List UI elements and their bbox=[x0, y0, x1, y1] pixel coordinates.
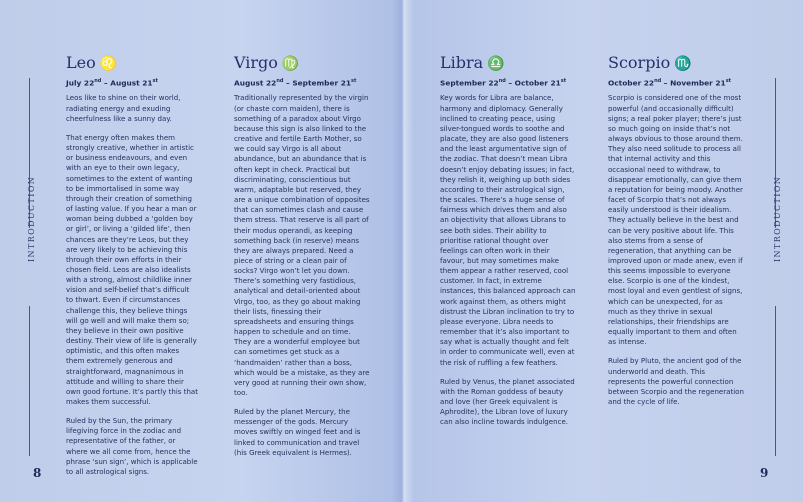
sign-name: Virgo bbox=[234, 53, 278, 72]
paragraph: That energy often makes them strongly creative, whether in artistic or business endeavours, and even with an eye to their own legacy, sometimes to the extent of wanting to be immortalised in some way through their creation of something of lasting value. If you hear a man or woman being dubbed a ‘golden boy or girl’, or living a ‘gilded life’, then chances are they’re Leos, but they are very likely to be achieving this through their own efforts in their chosen field. Leos are also idealists with a strong, almost childlike inner vision and self-belief that’s difficult to thwart. Even if circumstances challenge this, they believe things will go well and will make them so; they believe in their own positive destiny. Their view of life is generally optimistic, and this often makes them extremely generous and straightforward, magnanimous in attitude and willing to share their own good fortune. It’s partly this that makes them successful. bbox=[66, 132, 199, 406]
page-number-right: 9 bbox=[760, 466, 769, 480]
date-start-suffix: nd bbox=[498, 78, 506, 84]
date-separator: – bbox=[505, 78, 515, 88]
paragraph: Ruled by the Sun, the primary lifegiving force in the zodiac and representative of the father, or where we all come from, hence the phrase ‘sun sign’, which is applicable to all astrological signs. bbox=[66, 416, 198, 476]
date-start: August 22 bbox=[234, 78, 277, 88]
sign-heading bbox=[66, 52, 198, 75]
libra-icon: ♎ bbox=[487, 56, 505, 72]
paragraph: Traditionally represented by the virgin (or chaste corn maiden), there is something of a paradox about Virgo because this sign is also linked to the creative and fertile Earth Mother, so we could say Virgo is all about abundance, but an abundance that is often kept in check. Practical but discriminating, conscientious but warm, adaptable but reserved, they are a unique combination of opposites that can sometimes clash and cause them stress. That reserve is all part of their modus operandi, as keeping something back (in reserve) means they are always prepared. Need a piece of string or a clean pair of socks? Virgo won’t let you down. There’s something very fastidious, analytical and detail-oriented about Virgo, too, as they go about making their lists, finessing their spreadsheets and ensuring things happen to schedule and on time. They are a wonderful employee but can sometimes get stuck as a ‘handmaiden’ rather than a boss, which would be a mistake, as they are very good at running their own show, too. bbox=[234, 93, 370, 397]
date-start: July 22 bbox=[66, 78, 95, 88]
date-end: November 21 bbox=[670, 78, 726, 88]
sign-name: Libra bbox=[440, 53, 484, 72]
date-range bbox=[440, 75, 576, 89]
sign-name: Leo bbox=[66, 53, 96, 72]
date-end: October 21 bbox=[514, 78, 561, 88]
date-start: September 22 bbox=[440, 78, 499, 88]
paragraph: Key words for Libra are balance, harmony and diplomacy. Generally inclined to creating peace, using silver-tongued words to soothe and placate, they are also good listeners and the least argumentative sign of the zodiac. That doesn’t mean Libra doesn’t enjoy debating issues; in fact, they relish it, weighing up both sides according to their astrological sign, the scales. There’s a huge sense of fairness which drives them and also an objectivity that allows Librans to see both sides. Their ability to prioritise rational thought over feelings can often work in their favour, but may sometimes make them appear a rather reserved, cool customer. In fact, in extreme instances, this balanced approach can work against them, as others might distrust the Libran inclination to try to please everyone. Libra needs to remember that it’s also important to say what is actually thought and felt in order to communicate well, even at the risk of ruffling a few feathers. bbox=[440, 93, 576, 367]
date-start-suffix: nd bbox=[654, 78, 662, 84]
date-separator: – bbox=[661, 78, 671, 88]
date-separator: – bbox=[101, 78, 111, 88]
scorpio-icon: ♏ bbox=[674, 56, 692, 72]
date-separator: – bbox=[283, 78, 293, 88]
page-number-left: 8 bbox=[33, 466, 42, 480]
date-end: September 21 bbox=[292, 78, 351, 88]
date-range bbox=[66, 75, 198, 89]
sign-column-leo bbox=[66, 52, 198, 486]
paragraph: Ruled by the planet Mercury, the messenger of the gods. Mercury moves swiftly on winged feet and is linked to communication and travel (his Greek equivalent is Hermes). bbox=[234, 407, 361, 457]
leo-icon: ♌ bbox=[99, 56, 118, 72]
sign-column-virgo bbox=[234, 52, 370, 467]
paragraph: Ruled by Pluto, the ancient god of the underworld and death. This represents the powerful connection between Scorpio and the regeneration and the cycle of life. bbox=[608, 356, 744, 406]
date-end-suffix: st bbox=[725, 78, 732, 84]
date-start-suffix: nd bbox=[94, 78, 102, 84]
date-start-suffix: nd bbox=[276, 78, 284, 84]
date-end: August 21 bbox=[110, 78, 153, 88]
paragraph: Scorpio is considered one of the most powerful (and occasionally difficult) signs; a real poker player; there’s just so much going on inside that’s not always obvious to those around them. They also need solitude to process all that internal activity and this occasional need to withdraw, to disappear emotionally, can give them a reputation for being moody. Another facet of Scorpio that’s not always easily understood is their idealism. They actually believe in the best and can be very positive about life. This also stems from a sense of regeneration, that anything can be improved upon or made anew, even if this seems impossible to everyone else. Scorpio is one of the kindest, most loyal and even gentlest of signs, which can be unexpected, for as much as they thrive in sexual relationships, their friendships are equally important to them and often as intense. bbox=[608, 93, 743, 347]
sign-column-libra bbox=[440, 52, 576, 436]
paragraph: Ruled by Venus, the planet associated with the Roman goddess of beauty and love (her Greek equivalent is Aphrodite), the Libran love of luxury can also incline towards indulgence. bbox=[440, 376, 575, 427]
book-gutter bbox=[392, 0, 414, 502]
side-rule-bottom-left bbox=[29, 306, 30, 456]
date-range bbox=[608, 75, 744, 89]
sign-heading bbox=[440, 52, 576, 75]
date-end-suffix: st bbox=[152, 78, 158, 84]
date-end-suffix: st bbox=[560, 78, 567, 84]
date-range bbox=[234, 75, 370, 89]
sign-name: Scorpio bbox=[608, 53, 671, 72]
sign-heading bbox=[608, 52, 744, 75]
virgo-icon: ♍ bbox=[281, 56, 300, 72]
side-rule-bottom-right bbox=[775, 306, 776, 456]
sign-column-scorpio bbox=[608, 52, 744, 416]
sign-heading bbox=[234, 52, 370, 75]
section-label-text: INTRODUCTION bbox=[773, 175, 782, 262]
date-end-suffix: st bbox=[351, 78, 357, 84]
section-label-text: INTRODUCTION bbox=[27, 175, 36, 262]
date-start: October 22 bbox=[608, 78, 655, 88]
paragraph: Leos like to shine on their world, radiating energy and exuding cheerfulness like a sunny day. bbox=[66, 93, 181, 123]
